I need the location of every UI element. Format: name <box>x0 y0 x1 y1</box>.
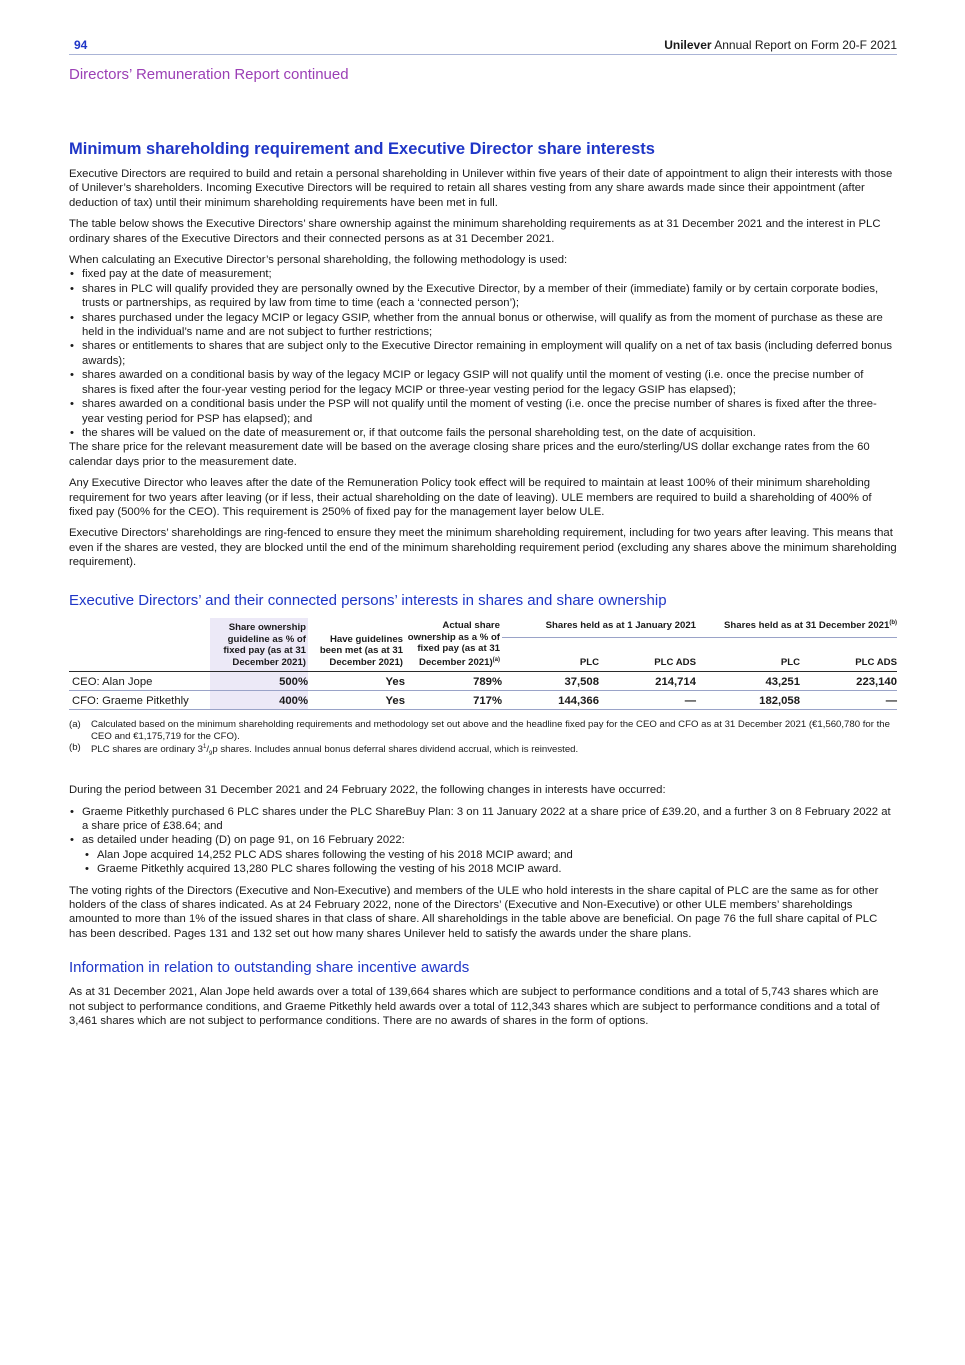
plc-ads-dec-value: 223,140 <box>800 672 897 691</box>
guidelines-met-value: Yes <box>308 672 405 691</box>
paragraph: During the period between 31 December 2021 and 24 February 2022, the following changes in interests have occurred: <box>69 784 666 797</box>
footnote-text: Calculated based on the minimum shareholding requirements and methodology set out above and the headline fixed pay for the CEO and CFO as at 31 December 2021 (€1,560,780 for the CEO and €1,175,719 for the CFO). <box>91 719 890 742</box>
main-content <box>69 140 897 1035</box>
paragraph: As at 31 December 2021, Alan Jope held awards over a total of 139,664 shares which are subject to performance conditions and a total of 5,743 shares which are not subject to performance conditions, and Graeme Pitkethly held awards over a total of 112,343 shares which are subject to performance conditions and a total of 3,461 shares which are not subject to performance conditions. There are no awards of shares in the form of options. <box>69 986 880 1027</box>
director-name: CEO: Alan Jope <box>69 672 210 691</box>
paragraph: Executive Directors are required to build and retain a personal shareholding in Unilever within five years of their date of appointment to align their interests with those of Unilever’s shareholders. Incoming Executive Directors will be required to retain all shares vesting from any share awards made since their appointment (after deduction of tax) until their minimum shareholding requirements have been met in full. <box>69 168 893 209</box>
group-header-jan-2021: Shares held as at 1 January 2021 <box>502 618 696 638</box>
list-item-text: as detailed under heading (D) on page 91, on 16 February 2022: <box>82 834 405 847</box>
list-item: • Graeme Pitkethly purchased 6 PLC shares under the PLC ShareBuy Plan: 3 on 11 January 2022 at a share price of £39.20, and a further 3 on 8 February 2022 at a share price of £38.64; and <box>69 805 897 834</box>
guideline-value: 400% <box>210 691 308 710</box>
plc-jan-value: 144,366 <box>502 691 599 710</box>
table-row <box>69 691 897 710</box>
paragraph: Any Executive Director who leaves after the date of the Remuneration Policy took effect will be required to maintain at least 100% of their minimum shareholding requirement for two years after leaving (or if less, their actual shareholding on the date of leaving). ULE members are required to build a shareholding of 400% of fixed pay (500% for the CEO). This requirement is 250% of fixed pay for the management layer below ULE. <box>69 477 872 518</box>
list-item: • fixed pay at the date of measurement; <box>69 267 897 281</box>
sub-list-item: • Graeme Pitkethly acquired 13,280 PLC shares following the vesting of his 2018 MCIP award. <box>84 862 897 876</box>
brand-name: Unilever <box>664 38 712 52</box>
sub-list <box>84 848 897 877</box>
share-interests-table <box>69 618 897 711</box>
column-header-guidelines-met: Have guidelines been met (as at 31 December 2021) <box>308 618 405 672</box>
footnote-ref-b: (b) <box>889 619 897 626</box>
table-corner <box>69 618 210 672</box>
section-heading-interests: Executive Directors’ and their connected persons’ interests in shares and share ownership <box>69 591 667 609</box>
plc-dec-value: 182,058 <box>696 691 800 710</box>
list-item: • shares in PLC will qualify provided they are personally owned by the Executive Director, by a member of their (immediate) family or by certain corporate bodies, trusts or partnerships, as required by law from time to time (each a ‘connected person’); <box>69 282 897 311</box>
group-header-dec-2021 <box>696 618 897 638</box>
list-item: • shares awarded on a conditional basis by way of the legacy MCIP or legacy GSIP will not qualify until the moment of vesting (i.e. once the precise number of shares is fixed after the four-year vesting period for the legacy MCIP or three-year vesting period for the legacy GSIP has elapsed); <box>69 368 897 397</box>
plc-ads-dec-value: — <box>800 691 897 710</box>
paragraph: When calculating an Executive Director’s personal shareholding, the following methodology is used: <box>69 254 568 267</box>
methodology-list <box>69 267 897 440</box>
table-row <box>69 672 897 691</box>
table-footnotes <box>69 719 897 761</box>
paragraph: The share price for the relevant measurement date will be based on the average closing share prices and the euro/sterling/US dollar exchange rates from the 60 calendar days prior to the measurement date. <box>69 441 870 468</box>
actual-ownership-value: 789% <box>405 672 502 691</box>
guideline-value: 500% <box>210 672 308 691</box>
actual-ownership-label: Actual share ownership as a % of fixed pay (as at 31 December 2021) <box>407 620 500 668</box>
list-item: • the shares will be valued on the date of measurement or, if that outcome fails the personal shareholding test, on the date of acquisition. <box>69 426 897 440</box>
section-label: Directors’ Remuneration Report continued <box>69 66 349 83</box>
column-header-guideline: Share ownership guideline as % of fixed pay (as at 31 December 2021) <box>210 618 308 672</box>
footnote-b: (b) PLC shares are ordinary $3^1/_9p$ shares. Includes annual bonus deferral shares dividend accrual, which is reinvested. <box>69 742 579 758</box>
director-name: CFO: Graeme Pitkethly <box>69 691 210 710</box>
group-header-dec-label: Shares held as at 31 December 2021 <box>724 619 890 631</box>
footnote-a <box>69 719 897 742</box>
column-header-plc-dec: PLC <box>696 638 800 672</box>
plc-ads-jan-value: 214,714 <box>599 672 696 691</box>
list-item: • shares or entitlements to shares that are subject only to the Executive Director remaining in employment will qualify on a net of tax basis (including deferred bonus awards); <box>69 339 897 368</box>
fraction-numerator: 1 <box>202 744 207 751</box>
page-number: 94 <box>74 38 88 52</box>
footnote-ref-a: (a) <box>492 656 500 663</box>
page-header <box>69 36 897 55</box>
plc-jan-value: 37,508 <box>502 672 599 691</box>
footnote-text-pre: PLC shares are ordinary 3 <box>91 744 203 756</box>
column-header-actual-ownership <box>405 618 502 672</box>
column-header-plc-jan: PLC <box>502 638 599 672</box>
footnote-label: (b) <box>69 742 81 754</box>
list-item <box>69 833 897 876</box>
section-heading-shareholding: Minimum shareholding requirement and Executive Director share interests <box>69 140 655 158</box>
plc-dec-value: 43,251 <box>696 672 800 691</box>
column-header-plc-ads-jan: PLC ADS <box>599 638 696 672</box>
guidelines-met-value: Yes <box>308 691 405 710</box>
sub-list-item: • Alan Jope acquired 14,252 PLC ADS shares following the vesting of his 2018 MCIP award; and <box>84 848 897 862</box>
footnote-text-post: p shares. Includes annual bonus deferral shares dividend accrual, which is reinvested. <box>212 744 579 756</box>
paragraph: The table below shows the Executive Directors’ share ownership against the minimum shareholding requirements as at 31 December 2021 and the interest in PLC ordinary shares of the Executive Directors and their connected persons as at 31 December 2021. <box>69 218 881 245</box>
report-title <box>664 38 897 52</box>
paragraph: Executive Directors’ shareholdings are ring-fenced to ensure they meet the minimum shareholding requirement, including for two years after leaving. This means that even if the shares are vested, they are blocked until the end of the minimum shareholding requirement period (excluding any shares above the minimum shareholding requirement). <box>69 527 897 569</box>
plc-ads-jan-value: — <box>599 691 696 710</box>
report-name: Annual Report on Form 20-F 2021 <box>714 38 897 52</box>
list-item: • shares awarded on a conditional basis under the PSP will not qualify until the moment of vesting (i.e. once the precise number of shares is fixed after the three-year vesting period for PSP has elapsed); and <box>69 397 897 426</box>
actual-ownership-value: 717% <box>405 691 502 710</box>
section-heading-awards: Information in relation to outstanding share incentive awards <box>69 959 470 977</box>
changes-list <box>69 805 897 877</box>
footnote-label: (a) <box>69 719 81 731</box>
fraction-denominator: 9 <box>209 751 213 758</box>
column-header-plc-ads-dec: PLC ADS <box>800 638 897 672</box>
paragraph: The voting rights of the Directors (Executive and Non-Executive) and members of the ULE who hold interests in the share capital of PLC are the same as for other holders of the class of shares indicated. As at 24 February 2022, none of the Directors’ (Executive and Non-Executive) or other ULE members’ shareholdings amounted to more than 1% of the issued shares in that class of share. All shareholdings in the table above are beneficial. On page 76 the full share capital of PLC has been described. Pages 131 and 132 set out how many shares Unilever held to satisfy the awards under the share plans. <box>69 884 879 940</box>
list-item: • shares purchased under the legacy MCIP or legacy GSIP, whether from the annual bonus or otherwise, will qualify as from the moment of purchase as these are held in the individual’s name and are not subject to further restrictions; <box>69 311 897 340</box>
